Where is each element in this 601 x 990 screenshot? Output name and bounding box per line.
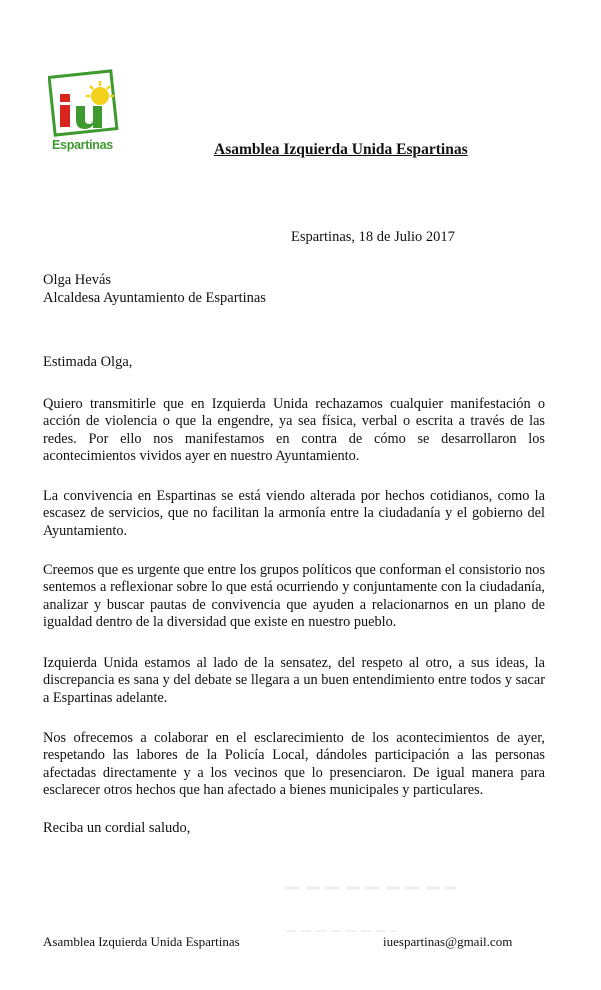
greeting: Estimada Olga, — [43, 354, 133, 370]
paragraph-3: Creemos que es urgente que entre los grupos políticos que conforman el consistorio nos sentemos a reflexionar sobre lo que está ocurriendo y conjuntamente con la ciudadanía, analizar y buscar pautas de convivencia que ayuden a relacionarnos en un plano de igualdad dentro de la diversidad que existe en nuestro pueblo. — [43, 562, 546, 631]
logo-caption: Espartinas — [52, 138, 113, 152]
faint-signature-trace-2 — [286, 928, 396, 934]
paragraph-2: La convivencia en Espartinas se está viendo alterada por hechos cotidianos, como la escasez de servicios, que no facilitan la armonía entre la ciudadanía y el gobierno del Ayuntamiento. — [43, 488, 545, 539]
paragraph-1: Quiero transmitirle que en Izquierda Unida rechazamos cualquier manifestación o acción de violencia o que la engendre, ya sea física, verbal o escrita a través de las redes. Por ello nos manifestamos en contra de cómo se desarrollaron los acontecimientos vividos ayer en nuestro Ayuntamiento. — [43, 396, 545, 465]
letter-date: Espartinas, 18 de Julio 2017 — [291, 229, 455, 245]
faint-signature-trace — [286, 884, 456, 892]
footer-organization: Asamblea Izquierda Unida Espartinas — [43, 934, 240, 949]
closing: Reciba un cordial saludo, — [43, 820, 191, 836]
paragraph-4: Izquierda Unida estamos al lado de la sensatez, del respeto al otro, a sus ideas, la discrepancia es sana y del debate se llegara a un buen entendimiento entre todos y sacar a Espartinas adelante. — [43, 655, 545, 706]
recipient-name: Olga Hevás — [43, 272, 112, 288]
recipient-block — [43, 271, 266, 307]
footer-email[interactable]: iuespartinas@gmail.com — [383, 934, 513, 949]
letterhead-title: Asamblea Izquierda Unida Espartinas — [214, 141, 468, 158]
paragraph-5: Nos ofrecemos a colaborar en el esclarecimiento de los acontecimientos de ayer, respetando las labores de la Policía Local, dándoles participación a las personas afectadas directamente y a los vecinos que lo presenciaron. De igual manera para esclarecer otros hechos que han afectado a bienes municipales y particulares. — [43, 730, 545, 799]
recipient-title: Alcaldesa Ayuntamiento de Espartinas — [43, 290, 266, 306]
